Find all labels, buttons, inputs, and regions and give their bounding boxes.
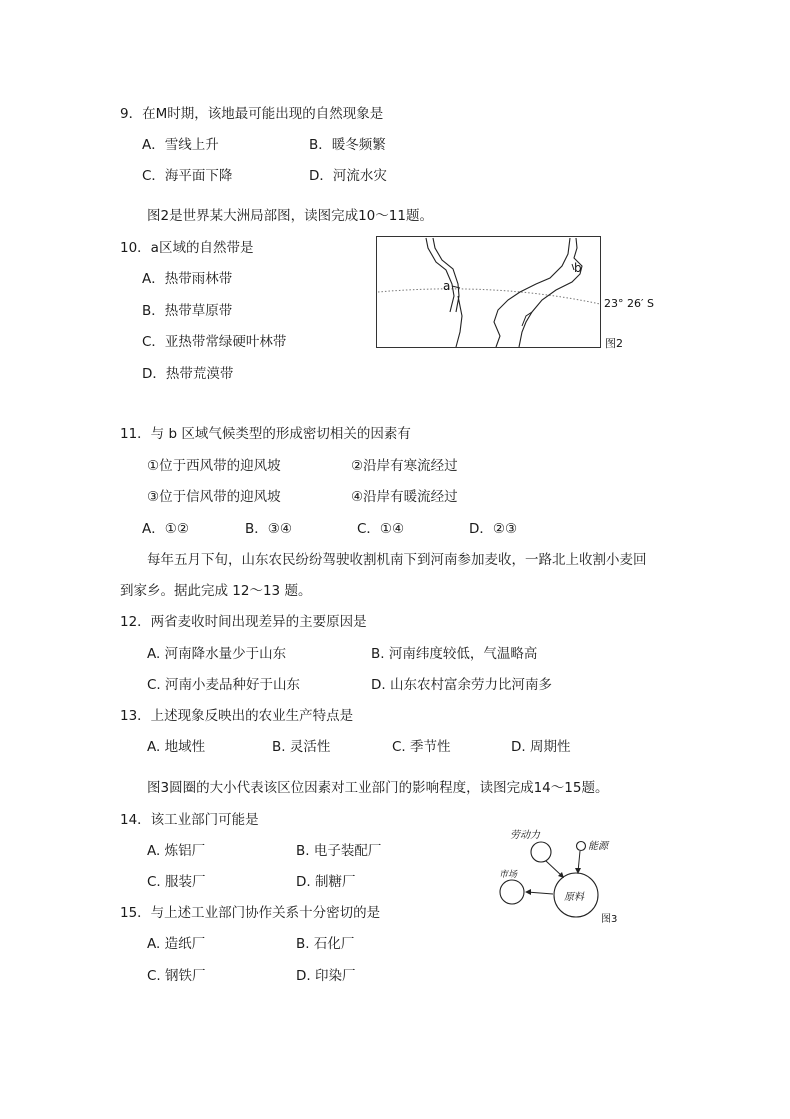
q11-option-c: C．①④ — [357, 521, 405, 537]
intro-10-11: 图2是世界某大洲局部图，读图完成10～11题。 — [147, 208, 433, 224]
fig3-label-labor: 劳动力 — [510, 830, 540, 841]
q12-option-d: D. 山东农村富余劳力比河南多 — [371, 677, 552, 693]
fig2-label-b: b — [574, 261, 582, 275]
q11-statement-1: ①位于西风带的迎风坡 — [147, 458, 281, 474]
fig2-latitude-label: 23° 26′ S — [604, 297, 654, 310]
q13-stem: 13．上述现象反映出的农业生产特点是 — [120, 708, 354, 724]
q9-option-b: B．暖冬频繁 — [309, 137, 386, 153]
figure-2-map — [376, 236, 666, 356]
q14-option-b: B. 电子装配厂 — [296, 843, 382, 859]
fig3-caption: 图3 — [601, 914, 618, 925]
q13-option-a: A. 地域性 — [147, 739, 206, 755]
fig2-caption: 图2 — [605, 337, 623, 350]
q14-option-a: A. 炼铝厂 — [147, 843, 206, 859]
q11-option-b: B．③④ — [245, 521, 292, 537]
fig2-west-coast-south — [456, 296, 462, 347]
fig2-west-coast-outer — [426, 238, 454, 312]
q13-option-b: B. 灵活性 — [272, 739, 331, 755]
q9-option-d: D．河流水灾 — [309, 168, 387, 184]
q9-option-a: A．雪线上升 — [142, 137, 219, 153]
q9-stem: 9．在M时期，该地最可能出现的自然现象是 — [120, 106, 384, 122]
intro-14-15: 图3圆圈的大小代表该区位因素对工业部门的影响程度，读图完成14～15题。 — [147, 780, 609, 796]
fig2-west-coast-inner — [433, 238, 459, 312]
q10-stem: 10．a区域的自然带是 — [120, 240, 254, 256]
q11-statement-4: ④沿岸有暖流经过 — [351, 489, 458, 505]
q15-stem: 15．与上述工业部门协作关系十分密切的是 — [120, 905, 381, 921]
fig3-circle-labor — [531, 842, 551, 862]
fig3-label-raw: 原料 — [564, 892, 584, 903]
q14-stem: 14．该工业部门可能是 — [120, 812, 259, 828]
q12-stem: 12．两省麦收时间出现差异的主要原因是 — [120, 614, 367, 630]
intro-12-13-line2: 到家乡。据此完成 12～13 题。 — [120, 583, 312, 599]
intro-12-13-line1: 每年五月下旬，山东农民纷纷驾驶收割机南下到河南参加麦收，一路北上收割小麦回 — [147, 552, 647, 568]
q10-option-c: C．亚热带常绿硬叶林带 — [142, 334, 287, 350]
q10-option-b: B．热带草原带 — [142, 303, 233, 319]
q11-stem: 11．与 b 区域气候类型的形成密切相关的因素有 — [120, 426, 411, 442]
fig3-label-energy: 能源 — [588, 841, 608, 852]
q10-option-a: A．热带雨林带 — [142, 271, 233, 287]
figure-3-diagram — [490, 824, 640, 934]
q12-option-c: C. 河南小麦品种好于山东 — [147, 677, 301, 693]
q11-statement-2: ②沿岸有寒流经过 — [351, 458, 458, 474]
q12-option-b: B. 河南纬度较低，气温略高 — [371, 646, 538, 662]
fig2-latitude-line — [378, 289, 600, 304]
fig2-frame — [377, 237, 601, 348]
q13-option-c: C. 季节性 — [392, 739, 451, 755]
q11-option-d: D．②③ — [469, 521, 518, 537]
q13-option-d: D. 周期性 — [511, 739, 571, 755]
fig3-circle-energy — [577, 842, 586, 851]
q10-option-d: D．热带荒漠带 — [142, 366, 234, 382]
q15-option-c: C. 钢铁厂 — [147, 968, 206, 984]
q15-option-b: B. 石化厂 — [296, 936, 355, 952]
q11-option-a: A．①② — [142, 521, 189, 537]
fig2-east-coast-outer — [494, 238, 570, 347]
fig3-circle-market — [500, 880, 524, 904]
q14-option-d: D. 制糖厂 — [296, 874, 356, 890]
fig3-arrow-labor — [546, 861, 562, 876]
q11-statement-3: ③位于信风带的迎风坡 — [147, 489, 281, 505]
fig2-label-a: a — [443, 279, 451, 293]
q14-option-c: C. 服装厂 — [147, 874, 206, 890]
q15-option-a: A. 造纸厂 — [147, 936, 206, 952]
q9-option-c: C．海平面下降 — [142, 168, 233, 184]
q15-option-d: D. 印染厂 — [296, 968, 356, 984]
q12-option-a: A. 河南降水量少于山东 — [147, 646, 287, 662]
fig3-label-market: 市场 — [499, 870, 518, 880]
